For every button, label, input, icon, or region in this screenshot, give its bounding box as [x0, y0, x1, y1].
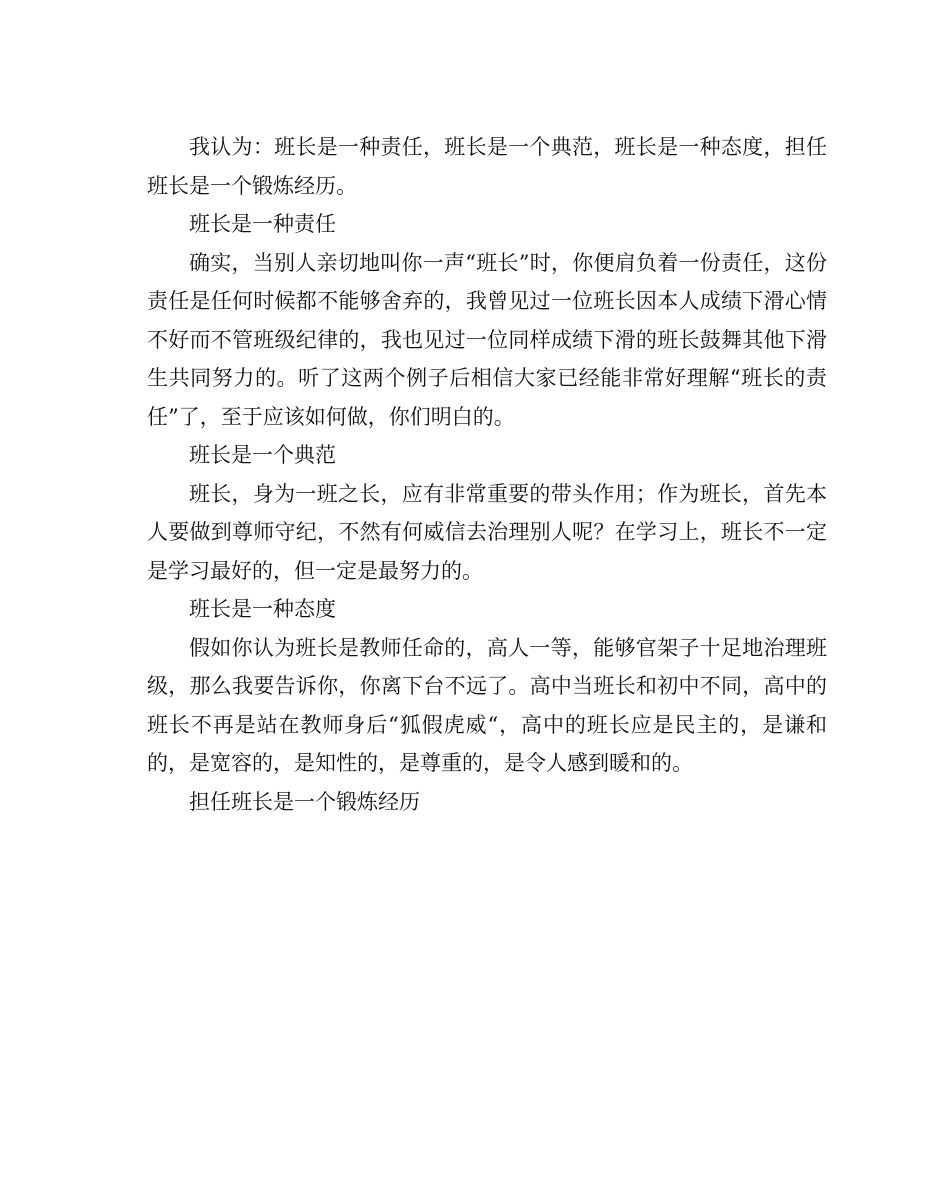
section-heading-attitude: 班长是一种态度 [189, 597, 336, 621]
section-heading-responsibility: 班长是一种责任 [189, 212, 336, 236]
attitude-paragraph: 假如你认为班长是教师任命的，高人一等，能够官架子十足地治理班级，那么我要告诉你，你离下台不远了。高中当班长和初中不同，高中的班长不再是站在教师身后“狐假虎威“，高中的班长应是民主的，是谦和的，是宽容的，是知性的，是尊重的，是令人感到暖和的。 [147, 635, 827, 775]
responsibility-paragraph: 确实，当别人亲切地叫你一声“班长”时，你便肩负着一份责任，这份责任是任何时候都不能够舍弃的，我曾见过一位班长因本人成绩下滑心情不好而不管班级纪律的，我也见过一位同样成绩下滑的班长鼓舞其他下滑生共同努力的。听了这两个例子后相信大家已经能非常好理解“班长的责任”了，至于应该如何做，你们明白的。 [147, 250, 827, 429]
section-heading-experience: 担任班长是一个锻炼经历 [189, 789, 420, 814]
intro-paragraph: 我认为：班长是一种责任，班长是一个典范，班长是一种态度，担任班长是一个锻炼经历。 [147, 135, 827, 198]
section-heading-model: 班长是一个典范 [189, 443, 336, 467]
model-paragraph: 班长，身为一班之长，应有非常重要的带头作用；作为班长，首先本人要做到尊师守纪，不然有何威信去治理别人呢？在学习上，班长不一定是学习最好的，但一定是最努力的。 [147, 481, 827, 583]
document-body [147, 128, 827, 821]
